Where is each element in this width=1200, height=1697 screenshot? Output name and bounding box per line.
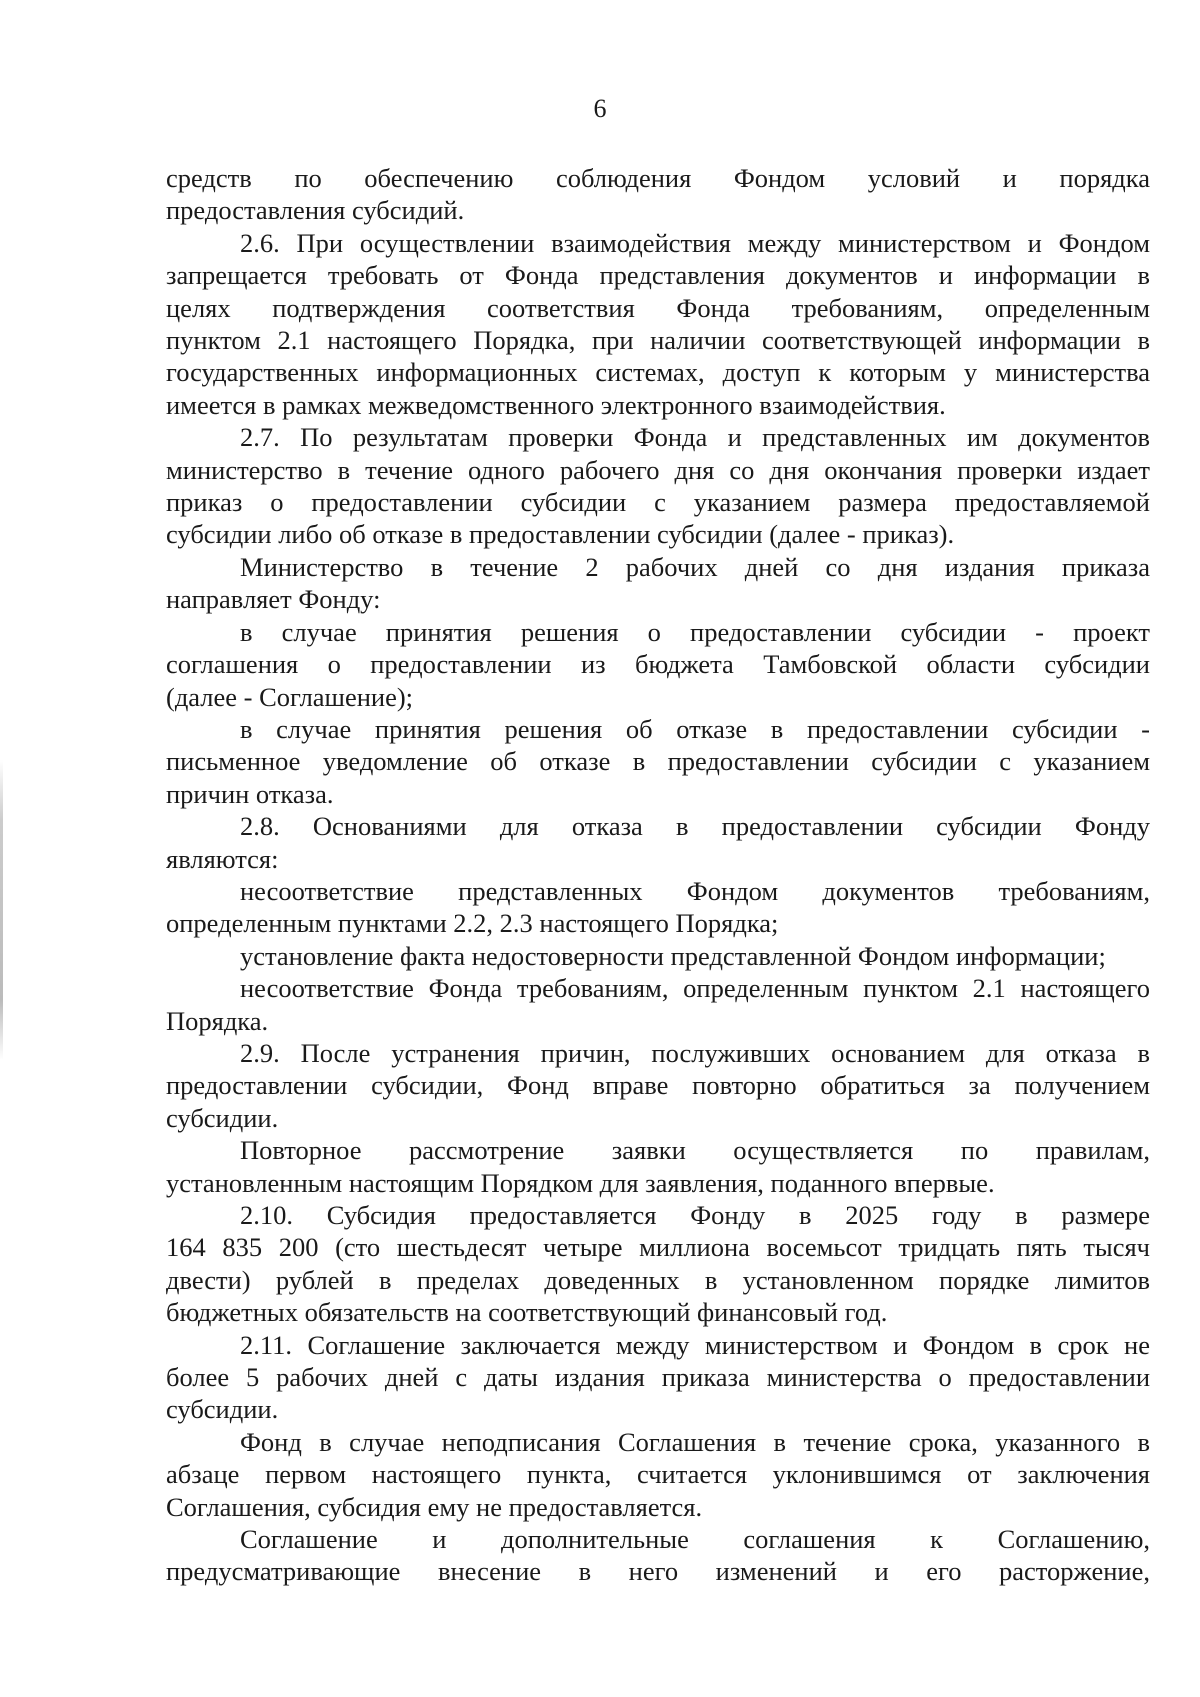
text-line: направляет Фонду: bbox=[166, 584, 381, 615]
paragraph-case-grant bbox=[166, 616, 1150, 713]
text-line: предоставления субсидий. bbox=[166, 195, 465, 226]
text-line: Соглашение и дополнительные соглашения к Соглашению, bbox=[240, 1524, 1150, 1555]
text-line: установление факта недостоверности представленной Фондом информации; bbox=[240, 940, 1106, 971]
paragraph-repeat-review bbox=[166, 1134, 1150, 1199]
text-line: субсидии. bbox=[166, 1394, 279, 1425]
text-line: Соглашения, субсидия ему не предоставляется. bbox=[166, 1491, 703, 1522]
paragraph-2-6 bbox=[166, 227, 1150, 421]
text-line: 2.6. При осуществлении взаимодействия между министерством и Фондом bbox=[240, 227, 1150, 258]
text-line: предоставлении субсидии, Фонд вправе повторно обратиться за получением bbox=[166, 1070, 1150, 1101]
text-line: (далее - Соглашение); bbox=[166, 681, 414, 712]
scan-edge-mark bbox=[0, 760, 3, 1060]
document-body bbox=[166, 162, 1150, 1588]
text-line: пунктом 2.1 настоящего Порядка, при наличии соответствующей информации в bbox=[166, 325, 1150, 356]
paragraph-case-refusal bbox=[166, 713, 1150, 810]
text-line: в случае принятия решения об отказе в предоставлении субсидии - bbox=[240, 713, 1150, 744]
text-line: 164 835 200 (сто шестьдесят четыре миллиона восемьсот тридцать пять тысяч bbox=[166, 1232, 1150, 1263]
paragraph-reason-false-info bbox=[166, 940, 1150, 972]
text-line: несоответствие представленных Фондом документов требованиям, bbox=[240, 875, 1150, 906]
paragraph-non-signing bbox=[166, 1426, 1150, 1523]
text-line: запрещается требовать от Фонда представления документов и информации в bbox=[166, 260, 1150, 291]
text-line: государственных информационных системах, доступ к которым у министерства bbox=[166, 357, 1150, 388]
text-line: приказ о предоставлении субсидии с указанием размера предоставляемой bbox=[166, 487, 1150, 518]
text-line: 2.7. По результатам проверки Фонда и представленных им документов bbox=[240, 422, 1150, 453]
text-line: в случае принятия решения о предоставлении субсидии - проект bbox=[240, 616, 1150, 647]
text-line: письменное уведомление об отказе в предоставлении субсидии с указанием bbox=[166, 746, 1150, 777]
text-line: имеется в рамках межведомственного электронного взаимодействия. bbox=[166, 389, 946, 420]
text-line: бюджетных обязательств на соответствующий финансовый год. bbox=[166, 1297, 888, 1328]
text-line: абзаце первом настоящего пункта, считается уклонившимся от заключения bbox=[166, 1459, 1150, 1490]
paragraph-2-11 bbox=[166, 1329, 1150, 1426]
text-line: установленным настоящим Порядком для заявления, поданного впервые. bbox=[166, 1167, 995, 1198]
text-line: 2.8. Основаниями для отказа в предоставлении субсидии Фонду bbox=[240, 811, 1150, 842]
text-line: определенным пунктами 2.2, 2.3 настоящего Порядка; bbox=[166, 908, 779, 939]
text-line: Повторное рассмотрение заявки осуществляется по правилам, bbox=[240, 1135, 1150, 1166]
text-line: Министерство в течение 2 рабочих дней со дня издания приказа bbox=[240, 551, 1150, 582]
text-line: более 5 рабочих дней с даты издания приказа министерства о предоставлении bbox=[166, 1362, 1150, 1393]
text-line: 2.10. Субсидия предоставляется Фонду в 2025 году в размере bbox=[240, 1200, 1150, 1230]
text-line: средств по обеспечению соблюдения Фондом условий и порядка bbox=[166, 163, 1150, 193]
text-line: соглашения о предоставлении из бюджета Тамбовской области субсидии bbox=[166, 649, 1150, 680]
text-line: Порядка. bbox=[166, 1005, 269, 1036]
paragraph-ministry-sends bbox=[166, 551, 1150, 616]
text-line: целях подтверждения соответствия Фонда требованиям, определенным bbox=[166, 292, 1150, 323]
paragraph-reason-documents bbox=[166, 875, 1150, 940]
text-line: являются: bbox=[166, 843, 279, 874]
text-line: Фонд в случае неподписания Соглашения в течение срока, указанного в bbox=[240, 1426, 1150, 1457]
paragraph-continuation bbox=[166, 162, 1150, 227]
text-line: двести) рублей в пределах доведенных в установленном порядке лимитов bbox=[166, 1264, 1150, 1295]
text-line: субсидии. bbox=[166, 1102, 279, 1133]
paragraph-2-8 bbox=[166, 810, 1150, 875]
paragraph-2-10 bbox=[166, 1199, 1150, 1329]
text-line: 2.9. После устранения причин, послуживших основанием для отказа в bbox=[240, 1037, 1150, 1068]
paragraph-reason-requirements bbox=[166, 972, 1150, 1037]
text-line: несоответствие Фонда требованиям, определенным пунктом 2.1 настоящего bbox=[240, 973, 1150, 1004]
text-line: субсидии либо об отказе в предоставлении субсидии (далее - приказ). bbox=[166, 519, 955, 550]
text-line: причин отказа. bbox=[166, 778, 334, 809]
text-line: министерство в течение одного рабочего дня со дня окончания проверки издает bbox=[166, 454, 1150, 485]
paragraph-2-7 bbox=[166, 421, 1150, 551]
paragraph-2-9 bbox=[166, 1037, 1150, 1134]
text-line: предусматривающие внесение в него изменений и его расторжение, bbox=[166, 1556, 1150, 1587]
text-line: 2.11. Соглашение заключается между министерством и Фондом в срок не bbox=[240, 1329, 1150, 1360]
page-number: 6 bbox=[593, 94, 607, 123]
paragraph-additional-agreements bbox=[166, 1523, 1150, 1588]
